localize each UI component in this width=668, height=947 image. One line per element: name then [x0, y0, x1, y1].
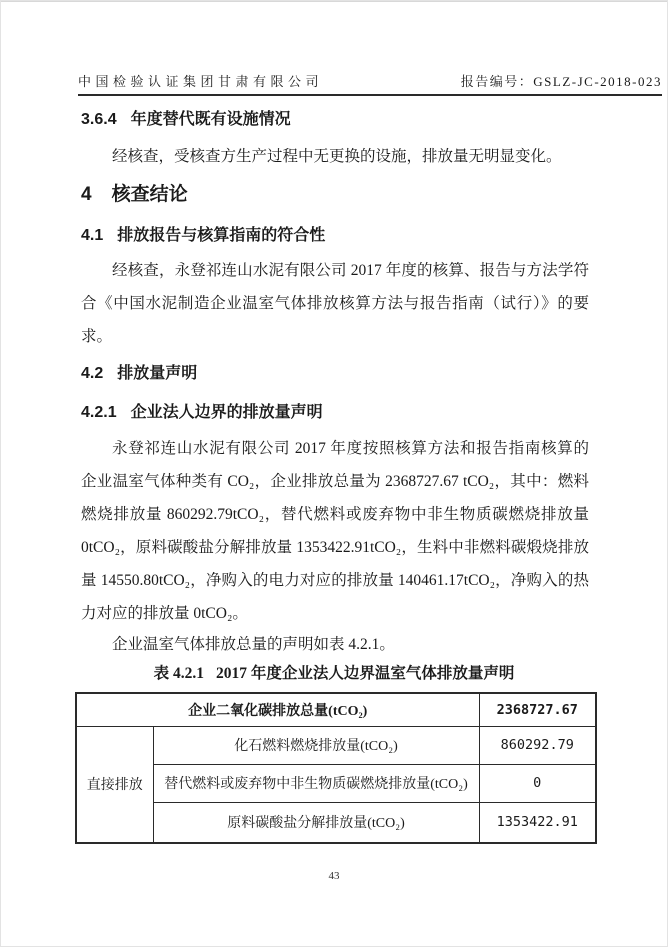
heading-number: 4.2 [81, 365, 104, 382]
table-cell-value: 0 [479, 764, 596, 802]
heading-title: 核查结论 [111, 184, 188, 205]
table-cell-total-label: 企业二氧化碳排放总量(tCO₂) [76, 693, 479, 726]
table-cell-group-label: 直接排放 [76, 726, 153, 843]
paragraph-table-note [81, 628, 589, 661]
paragraph-4-2-1 [81, 432, 589, 630]
paragraph-line: 企业温室气体排放总量的声明如表 4.2.1。 [112, 636, 395, 653]
heading-title: 排放量声明 [117, 365, 198, 382]
paragraph-line: 0tCO₂，原料碳酸盐分解排放量 1353422.91tCO₂，生料中非燃料碳煅烧排放 [81, 539, 589, 556]
paragraph-line: 合《中国水泥制造企业温室气体排放核算方法与报告指南（试行）》的要 [81, 295, 589, 312]
header-report-number: 报告编号：GSLZ-JC-2018-023 [460, 74, 662, 89]
paragraph-3-6-4 [81, 140, 589, 173]
table-caption [0, 662, 668, 686]
paragraph-line: 永登祁连山水泥有限公司 2017 年度按照核算方法和报告指南核算的 [112, 440, 589, 457]
paragraph-line: 燃烧排放量 860292.79tCO₂，替代燃料或废弃物中非生物质碳燃烧排放量 [81, 506, 589, 523]
heading-number: 4.1 [81, 227, 104, 244]
heading-4-2-1 [81, 401, 589, 425]
page-header [78, 64, 662, 96]
paragraph-line: 经核查，永登祁连山水泥有限公司 2017 年度的核算、报告与方法学符 [112, 262, 589, 279]
table-row [76, 764, 596, 802]
heading-4 [81, 182, 589, 208]
heading-4-1 [81, 224, 589, 248]
emissions-declaration-table [75, 692, 597, 844]
table-row [76, 726, 596, 764]
heading-4-2 [81, 362, 589, 386]
heading-3-6-4 [81, 108, 589, 132]
table-caption-number: 表 4.2.1 [153, 665, 204, 682]
table-caption-title: 2017 年度企业法人边界温室气体排放量声明 [216, 665, 515, 682]
paragraph-line: 企业温室气体种类有 CO₂，企业排放总量为 2368727.67 tCO₂，其中：燃料 [81, 473, 589, 490]
table-cell-total-value: 2368727.67 [479, 693, 596, 726]
heading-title: 排放报告与核算指南的符合性 [117, 227, 326, 244]
heading-title: 企业法人边界的排放量声明 [130, 404, 323, 421]
paragraph-line: 力对应的排放量 0tCO₂。 [81, 605, 248, 622]
paragraph-line: 量 14550.80tCO₂，净购入的电力对应的排放量 140461.17tCO₂，净购入的热 [81, 572, 589, 589]
heading-number: 4.2.1 [81, 404, 117, 421]
heading-title: 年度替代既有设施情况 [130, 111, 291, 128]
table-cell-label: 原料碳酸盐分解排放量(tCO₂) [153, 802, 479, 843]
table-row [76, 693, 596, 726]
heading-number: 3.6.4 [81, 111, 117, 128]
heading-number: 4 [81, 184, 92, 205]
page-number: 43 [328, 870, 340, 882]
paragraph-line: 经核查，受核查方生产过程中无更换的设施，排放量无明显变化。 [112, 148, 562, 165]
paragraph-line: 求。 [81, 328, 113, 345]
table-cell-value: 860292.79 [479, 726, 596, 764]
table-cell-label: 化石燃料燃烧排放量(tCO₂) [153, 726, 479, 764]
table-cell-value: 1353422.91 [479, 802, 596, 843]
table-row [76, 802, 596, 843]
header-company-name: 中国检验认证集团甘肃有限公司 [78, 74, 324, 89]
paragraph-4-1 [81, 254, 589, 353]
table-cell-label: 替代燃料或废弃物中非生物质碳燃烧排放量(tCO₂) [153, 764, 479, 802]
